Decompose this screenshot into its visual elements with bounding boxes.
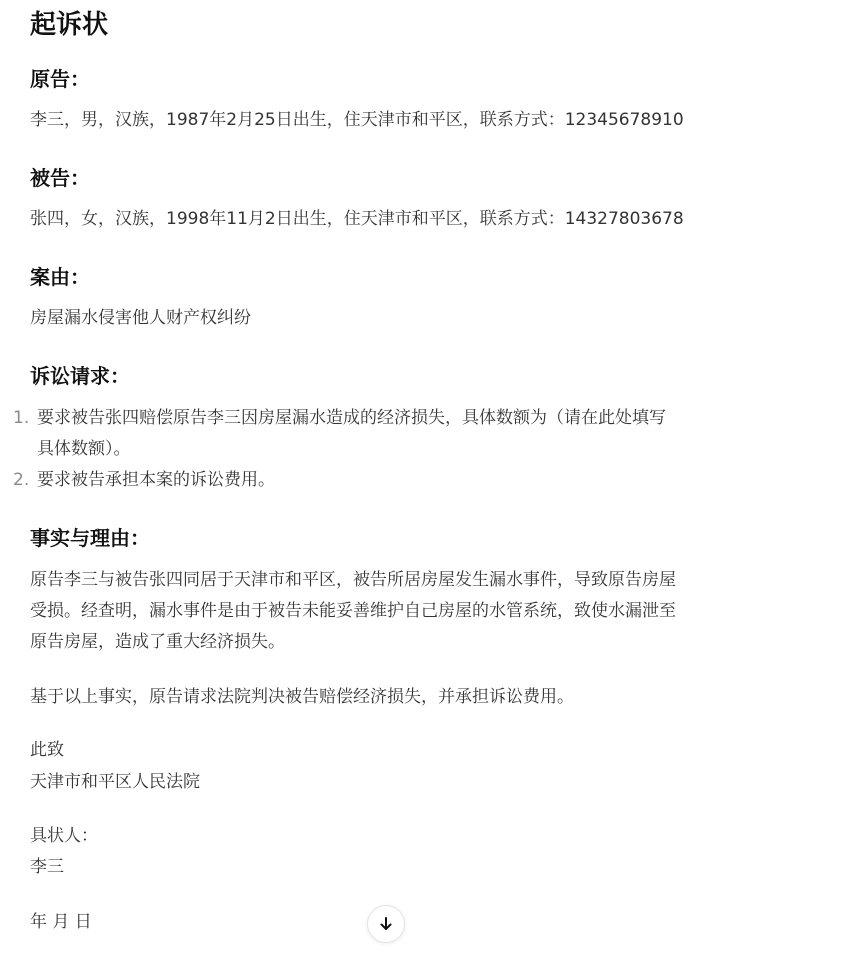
list-item (0, 465, 666, 496)
list-item (0, 403, 666, 465)
court-name: 天津市和平区人民法院 (30, 772, 200, 792)
defendant-heading: 被告： (30, 166, 90, 190)
salutation: 此致 (30, 740, 64, 760)
list-number: 2. (13, 470, 30, 490)
request-paragraph: 基于以上事实，原告请求法院判决被告赔偿经济损失，并承担诉讼费用。 (30, 687, 574, 707)
facts-heading: 事实与理由： (30, 526, 150, 550)
claims-list (0, 403, 666, 496)
date-line: 年 月 日 (30, 912, 92, 932)
facts-paragraph-line: 原告房屋，造成了重大经济损失。 (30, 632, 285, 652)
cause-text: 房屋漏水侵害他人财产权纠纷 (30, 308, 251, 328)
claim-text: 要求被告承担本案的诉讼费用。 (37, 470, 275, 490)
claim-text: 要求被告张四赔偿原告李三因房屋漏水造成的经济损失，具体数额为（请在此处填写 (37, 408, 666, 428)
scroll-to-bottom-button[interactable] (367, 905, 405, 943)
facts-paragraph-line: 受损。经查明，漏水事件是由于被告未能妥善维护自己房屋的水管系统，致使水漏泄至 (30, 601, 676, 621)
document-title: 起诉状 (30, 10, 109, 40)
list-number: 1. (13, 408, 30, 428)
plaintiff-info: 李三，男，汉族，1987年2月25日出生，住天津市和平区，联系方式：12345678910 (30, 110, 684, 130)
claim-text-continued: 具体数额）。 (37, 439, 131, 459)
claims-heading: 诉讼请求： (30, 364, 130, 388)
cause-heading: 案由： (30, 265, 90, 289)
facts-paragraph-line: 原告李三与被告张四同居于天津市和平区，被告所居房屋发生漏水事件，导致原告房屋 (30, 570, 676, 590)
arrow-down-icon (378, 916, 394, 932)
plaintiff-heading: 原告： (30, 67, 90, 91)
signer-name: 李三 (30, 857, 64, 877)
signer-label: 具状人： (30, 826, 98, 846)
defendant-info: 张四，女，汉族，1998年11月2日出生，住天津市和平区，联系方式：14327803678 (30, 209, 684, 229)
